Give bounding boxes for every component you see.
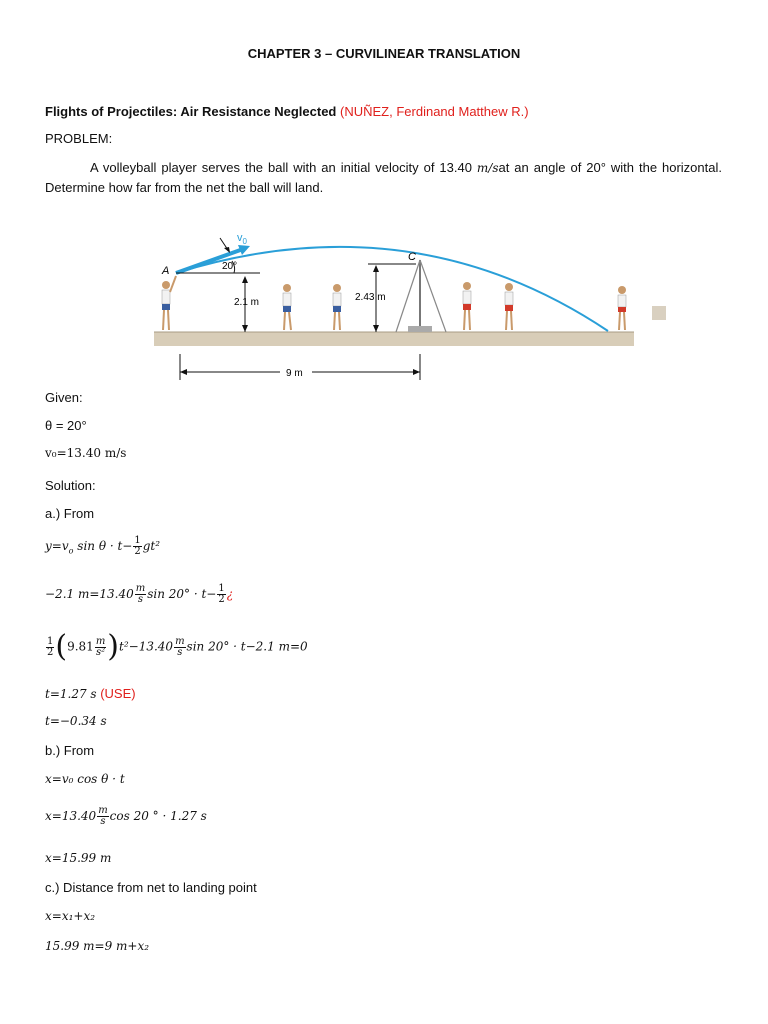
given-theta: θ = 20° — [45, 418, 87, 433]
point-c-label: C — [408, 251, 416, 263]
author-name: (NUÑEZ, Ferdinand Matthew R.) — [340, 104, 529, 119]
equation-sum-substitution: 15.99 m=9 m+x₂ — [45, 939, 150, 953]
volleyball-net — [396, 260, 446, 332]
equation-x-substitution: x=13.40 $\frac{m}{s}$ cos 20 ° · 1.27 s — [45, 805, 207, 827]
player-2 — [283, 284, 291, 330]
section-heading — [45, 104, 529, 119]
distance-label: 9 m — [286, 368, 303, 379]
player-server — [162, 276, 176, 330]
equation-quadratic: $\frac{1}{2}$ (9.81 $\frac{m}{\text{s²}}$ )t²−13.40 $\frac{m}{s}$ sin 20° · t−2.1 m=0 — [47, 629, 308, 664]
page-decoration — [652, 306, 666, 320]
height-a-label: 2.1 m — [234, 297, 260, 308]
player-4 — [463, 282, 471, 330]
player-6 — [618, 286, 626, 330]
point-a-label: A — [162, 265, 170, 277]
result-t1: t=1.27 s (USE) — [45, 686, 136, 701]
ground — [154, 332, 634, 346]
use-tag: (USE) — [100, 686, 136, 701]
result-x: x=15.99 m — [45, 851, 112, 865]
problem-statement: A volleyball player serves the ball with an initial velocity of 13.40 m/sat an angle of 20° with the horizontal. Determine how far from the net the ball will land. — [45, 160, 722, 195]
problem-label: PROBLEM: — [45, 131, 113, 146]
section-title: Flights of Projectiles: Air Resistance Neglected — [45, 104, 337, 119]
player-5 — [505, 283, 513, 330]
trajectory-curve — [176, 247, 608, 331]
given-v0: v₀=13.40 m/s — [45, 446, 127, 460]
part-c-label: c.) Distance from net to landing point — [45, 880, 257, 895]
part-b-label: b.) From — [45, 743, 95, 758]
solution-label: Solution: — [45, 478, 96, 493]
result-t2: t=−0.34 s — [45, 714, 107, 728]
equation-sum: x=x₁+x₂ — [45, 909, 96, 923]
player-3 — [333, 284, 341, 330]
chapter-title: CHAPTER 3 – CURVILINEAR TRANSLATION — [247, 46, 521, 61]
height-c-label: 2.43 m — [355, 292, 386, 303]
projectile-figure — [150, 228, 670, 383]
angle-label: 20° — [222, 261, 238, 272]
equation-x-formula: x=v₀ cos θ · t — [45, 772, 125, 786]
equation-y-formula: $y=v_o$ sin θ · t− $\frac{1}{2}$ gt² — [45, 535, 161, 557]
v0-label: $v_0$ — [237, 232, 247, 246]
given-label: Given: — [45, 390, 83, 405]
part-a-label: a.) From — [45, 506, 95, 521]
equation-substitution-a: −2.1 m=13.40 $\frac{m}{s}$ sin 20° · t− $\frac{1}{2}$ ¿ — [45, 583, 234, 605]
